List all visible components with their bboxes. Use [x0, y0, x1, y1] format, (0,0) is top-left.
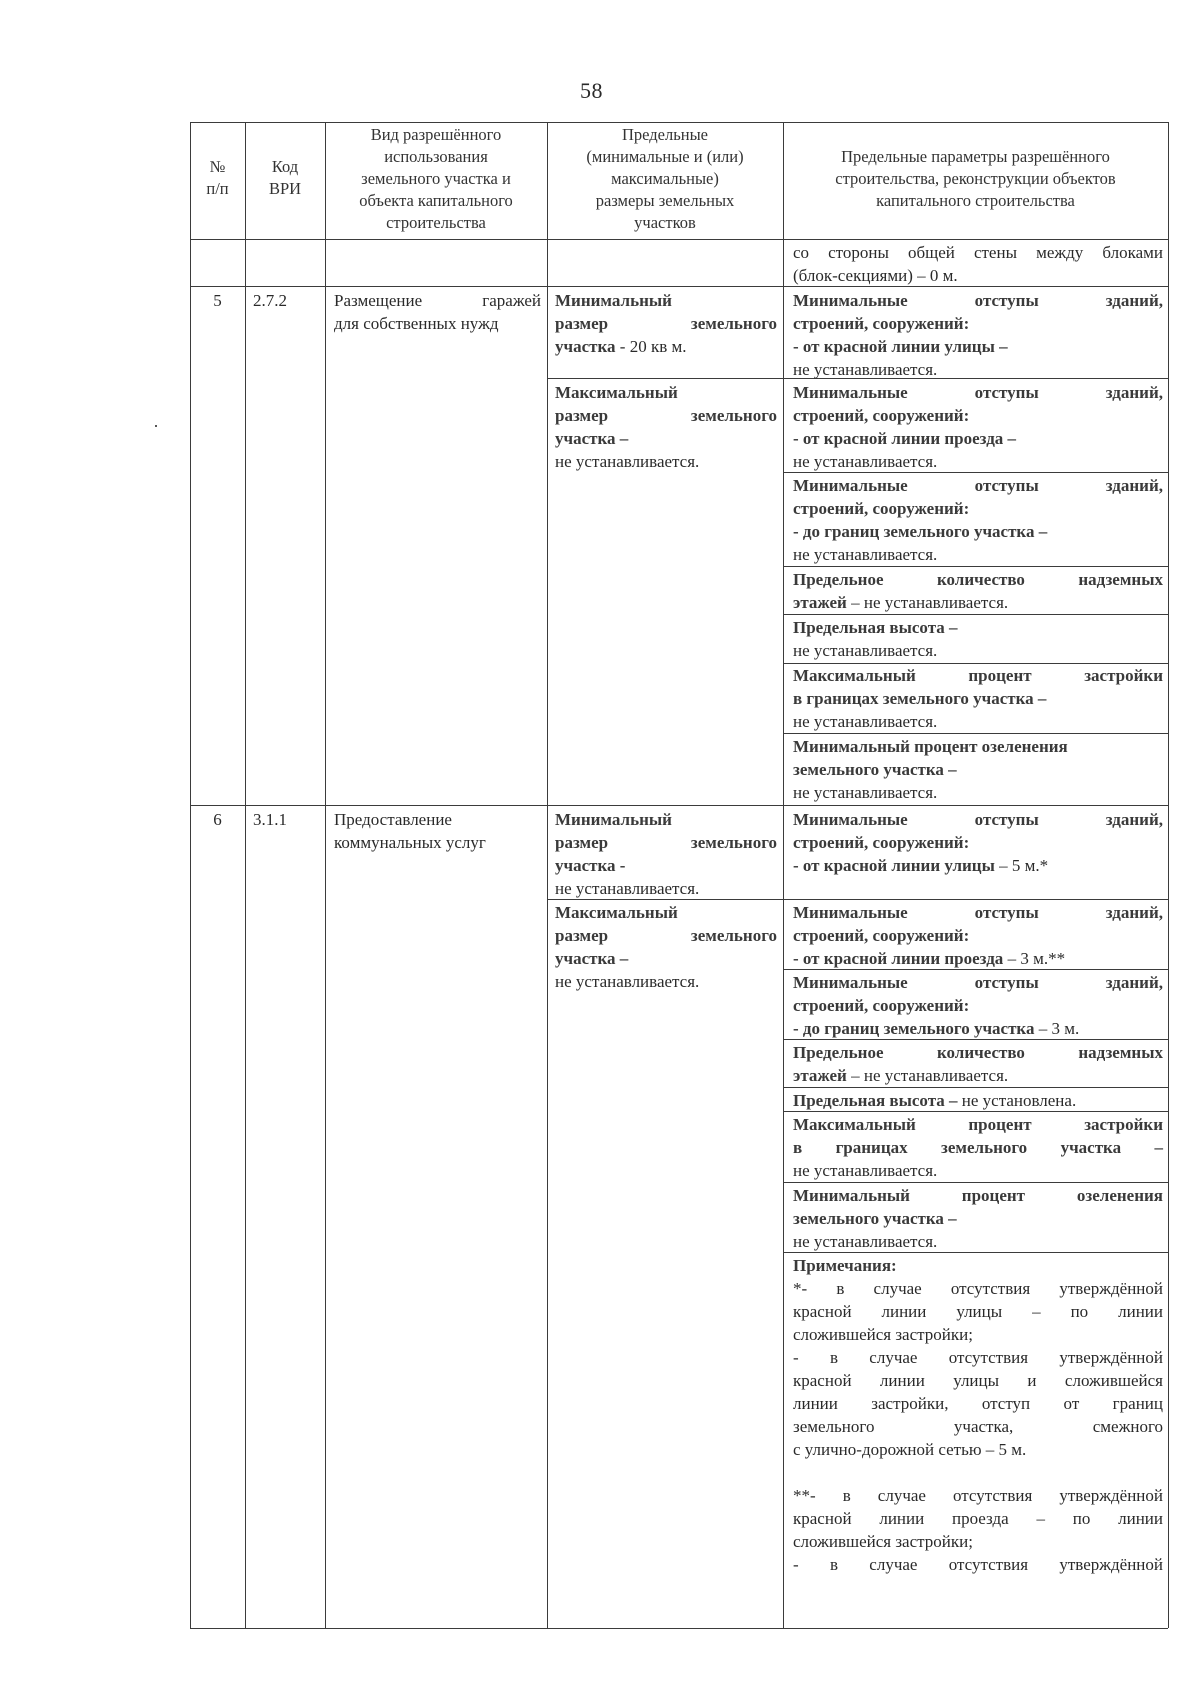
row5-param-height: Предельная высота – не устанавливается. [793, 618, 958, 660]
row5-param-setback-street: Минимальные отступы зданий, строений, сооружений: - от красной линии улицы – не устанавливается. [793, 291, 1163, 379]
row6-param-greenery: Минимальный процент озеленения земельного участка – не устанавливается. [793, 1186, 1163, 1251]
notes-title: Примечания: [793, 1256, 897, 1275]
header-params: Предельные параметры разрешённого строительства, реконструкции объектов капитального строительства [835, 147, 1116, 210]
row5-param-coverage: Максимальный процент застройки в границах земельного участка – не устанавливается. [793, 666, 1163, 731]
col-divider-3 [547, 122, 548, 1628]
col-divider-4 [783, 122, 784, 1628]
regulations-table [190, 122, 1168, 1628]
row6-param-setback-driveway: Минимальные отступы зданий, строений, сооружений: - от красной линии проезда – 3 м.** [793, 903, 1163, 968]
row5-bottom [190, 805, 1168, 806]
row5-param-floors: Предельное количество надземных этажей – не устанавливается. [793, 570, 1163, 612]
row6-notes: Примечания: *- в случае отсутствия утверждённой красной линии улицы – по линии сложившейся застройки; - в случае отсутствия утверждённой красной линии улицы и сложившейся линии застройки, отступ от границ земельного участка, смежного с улично-дорожной сетью – 5 м. **- в случае отсутствия утверждённой красной линии проезда – по линии сложившейся застройки; - в случае отсутствия утверждённой [793, 1256, 1163, 1574]
row5-param-setback-driveway: Минимальные отступы зданий, строений, сооружений: - от красной линии проезда – не устанавливается. [793, 383, 1163, 471]
row6-size-max: Максимальный размер земельного участка – не устанавливается. [555, 903, 777, 991]
row6-param-setback-street: Минимальные отступы зданий, строений, сооружений: - от красной линии улицы – 5 м.* [793, 810, 1163, 875]
row6-param-coverage: Максимальный процент застройки в границах земельного участка – не устанавливается. [793, 1115, 1163, 1180]
page-number: 58 [580, 78, 603, 103]
row6-size-min: Минимальный размер земельного участка - не устанавливается. [555, 810, 777, 898]
scan-speck [155, 425, 157, 427]
row6-param-floors: Предельное количество надземных этажей – не устанавливается. [793, 1043, 1163, 1085]
row5-size-min: Минимальный размер земельного участка - 20 кв м. [555, 291, 777, 356]
header-size: Предельные (минимальные и (или) максимальные) размеры земельных участков [586, 125, 744, 232]
table-left-border [190, 122, 191, 1628]
row6-param-setback-boundary: Минимальные отступы зданий, строений, сооружений: - до границ земельного участка – 3 м. [793, 973, 1163, 1038]
header-kind: Вид разрешённого использования земельного участка и объекта капитального строительства [359, 125, 513, 232]
header-num: № п/п [206, 157, 229, 198]
table-right-border [1168, 122, 1169, 1628]
row5-size-max: Максимальный размер земельного участка – не устанавливается. [555, 383, 777, 471]
row5-param-greenery: Минимальный процент озеленения земельного участка – не устанавливается. [793, 737, 1068, 802]
row5-size-divider [547, 378, 783, 379]
table-bottom-border [190, 1628, 1168, 1629]
continuation-params: со стороны общей стены между блоками (блок-секциями) – 0 м. [793, 243, 1163, 285]
row5-code: 2.7.2 [253, 291, 287, 310]
header-code: Код ВРИ [268, 157, 302, 198]
row5-param-setback-boundary: Минимальные отступы зданий, строений, сооружений: - до границ земельного участка – не устанавливается. [793, 476, 1163, 564]
row6-kind: Предоставление коммунальных услуг [334, 810, 486, 852]
row5-kind: Размещение гаражей для собственных нужд [334, 291, 541, 333]
row5-num: 5 [213, 291, 222, 310]
row6-code: 3.1.1 [253, 810, 287, 829]
row6-param-height: Предельная высота – не установлена. [793, 1091, 1077, 1110]
col-divider-1 [245, 122, 246, 1628]
col-divider-2 [325, 122, 326, 1628]
row6-num: 6 [213, 810, 222, 829]
